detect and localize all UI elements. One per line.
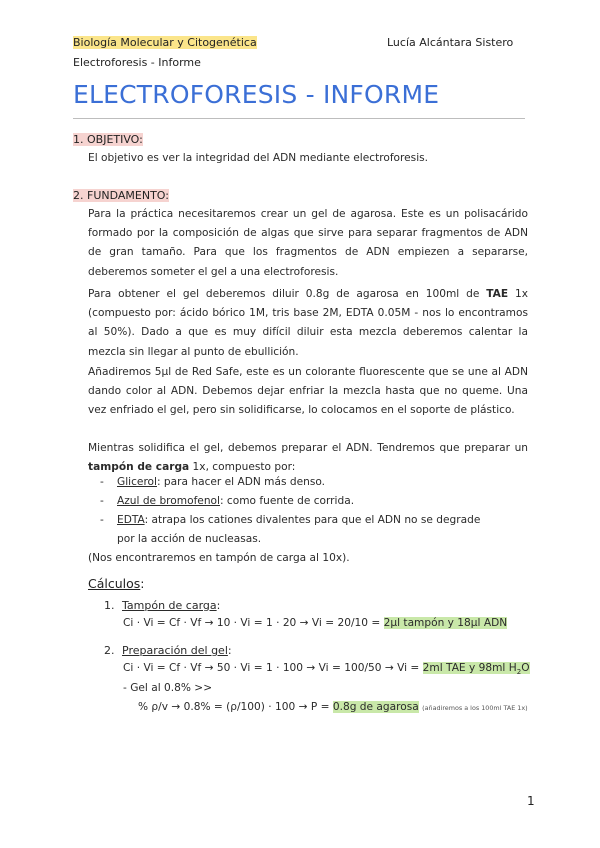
fundamento-paragraph-4 [88, 439, 528, 477]
list-item [117, 495, 354, 507]
calc-result-text: 2ml TAE y 98ml H [422, 662, 517, 674]
section-heading-objetivo: 1. OBJETIVO: [73, 133, 143, 146]
calc-item-number: 1. [104, 599, 115, 612]
list-term: EDTA [117, 514, 145, 526]
calculos-colon: : [140, 576, 145, 591]
gel-note: (añadiremos a los 100ml TAE 1x) [422, 704, 528, 712]
gel-formula [138, 701, 528, 713]
list-term: Azul de bromofenol [117, 495, 220, 507]
fundamento-paragraph-2 [88, 285, 528, 362]
formula-text: Ci · Vi = Cf · Vf → 50 · Vi = 1 · 100 → Vi = 100/50 → Vi = [123, 662, 423, 674]
author-name: Lucía Alcántara Sistero [387, 36, 514, 49]
list-bullet: - [100, 495, 104, 507]
page-title: ELECTROFORESIS - INFORME [73, 80, 440, 109]
calc-item-title-text: Preparación del gel [122, 644, 228, 657]
formula-text: % ρ/v → 0.8% = (ρ/100) · 100 → P = [138, 701, 333, 713]
calc-result: 2µl tampón y 18µl ADN [383, 617, 508, 629]
list-bullet: - [100, 476, 104, 488]
fundamento-paragraph-1 [88, 205, 528, 282]
paragraph-text: Para la práctica necesitaremos crear un gel de agarosa. Este es un polisacárido formado por la composición de algas que sirve para separar fragmentos de ADN de gran tamaño. Para que los fragmentos de ADN empiezen a separarse, deberemos someter el gel a una electroforesis. [88, 208, 528, 278]
course-name: Biología Molecular y Citogenética [73, 36, 257, 49]
paragraph-text: Añadiremos 5µl de Red Safe, este es un colorante fluorescente que se une al ADN dando color al ADN. Debemos dejar enfriar la mezcla hasta que no queme. Una vez enfriado el gel, pero sin solidificarse, lo colocamos en el soporte de plástico. [88, 366, 528, 417]
title-divider [73, 118, 525, 119]
calculos-heading-text: Cálculos [88, 576, 141, 591]
list-item [117, 514, 480, 526]
calc-result [422, 662, 530, 677]
calc-formula [123, 617, 507, 629]
calc-result-text: O [521, 662, 530, 674]
paragraph-text: Para obtener el gel deberemos diluir 0.8g de agarosa en 100ml de [88, 288, 487, 300]
calc-item-title [122, 599, 220, 612]
tampon-de-carga-term: tampón de carga [88, 461, 190, 474]
calc-item-title [122, 644, 232, 657]
list-item [117, 476, 325, 488]
list-item-continuation: por la acción de nucleasas. [117, 533, 262, 545]
list-bullet: - [100, 514, 104, 526]
list-desc: : atrapa los cationes divalentes para que el ADN no se degrade [144, 514, 481, 526]
formula-text: Ci · Vi = Cf · Vf → 10 · Vi = 1 · 20 → Vi = 20/10 = [123, 617, 384, 629]
calc-item-colon: : [216, 599, 221, 612]
gel-result: 0.8g de agarosa [332, 701, 419, 713]
list-desc: : para hacer el ADN más denso. [157, 476, 325, 488]
list-term: Glicerol [117, 476, 157, 488]
section-heading-fundamento: 2. FUNDAMENTO: [73, 189, 169, 202]
paragraph-text: 1x (compuesto por: ácido bórico 1M, tris base 2M, EDTA 0.05M - nos lo encontramos al 50%). Dado a que es muy difícil diluir esta mezcla deberemos calentar la mezcla sin llegar al punto de ebullición. [88, 288, 528, 358]
list-desc: : como fuente de corrida. [219, 495, 355, 507]
calculos-heading [88, 576, 145, 591]
paragraph-text: 1x, compuesto por: [189, 461, 296, 474]
paragraph-text: Mientras solidifica el gel, debemos preparar el ADN. Tendremos que preparar un [88, 442, 528, 454]
calc-formula [123, 662, 530, 676]
document-subtitle: Electroforesis - Informe [73, 56, 201, 69]
calc-item-colon: : [227, 644, 232, 657]
calc-result-subscript: 2 [516, 668, 522, 677]
objetivo-text: El objetivo es ver la integridad del ADN mediante electroforesis. [88, 152, 429, 164]
fundamento-note: (Nos encontraremos en tampón de carga al 10x). [88, 552, 350, 564]
gel-label: - Gel al 0.8% >> [123, 682, 213, 694]
calc-item-title-text: Tampón de carga [122, 599, 217, 612]
tae-term: TAE [486, 288, 509, 300]
page-number: 1 [527, 794, 535, 808]
calc-item-number: 2. [104, 644, 115, 657]
fundamento-paragraph-3 [88, 363, 528, 421]
